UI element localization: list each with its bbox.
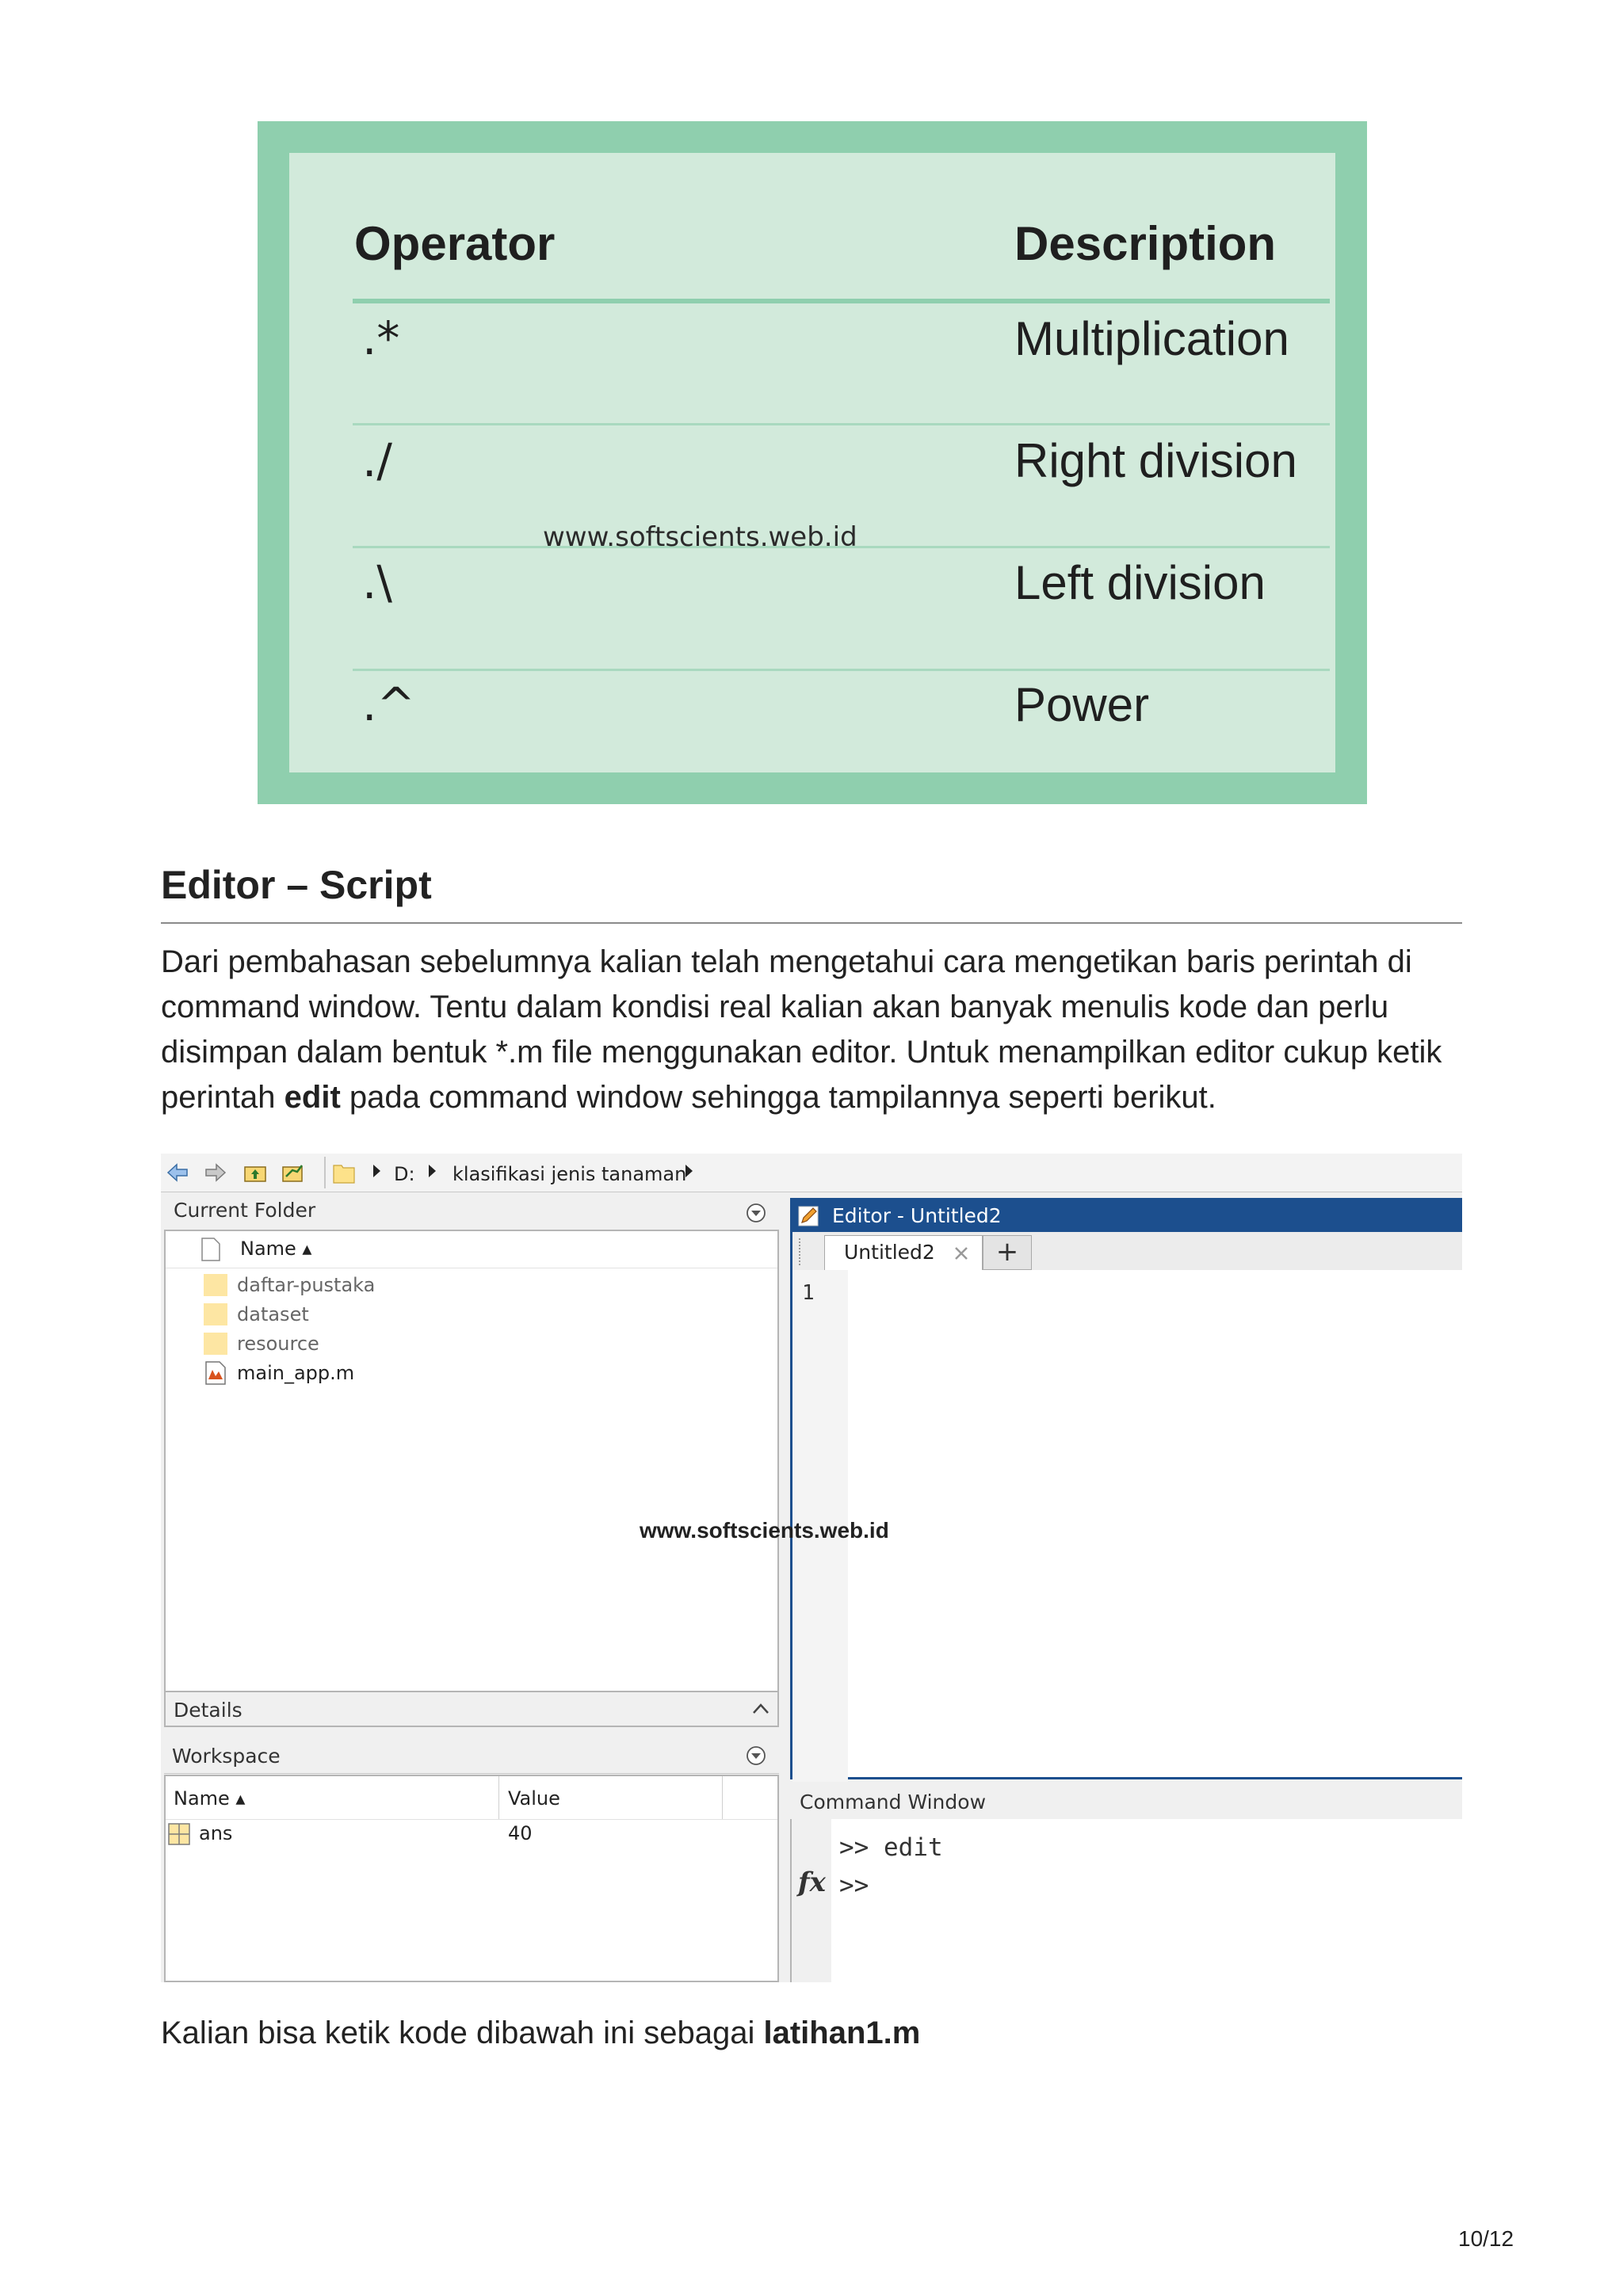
operator-cell: .\ [362,555,392,609]
workspace-row[interactable] [166,1821,777,1849]
command-window-header [790,1786,1462,1820]
row-divider [353,669,1330,671]
matlab-screenshot [161,1154,1462,1982]
operator-table-image [258,121,1367,804]
paragraph-bold-command: edit [284,1080,341,1115]
folder-icon [204,1274,227,1296]
variable-value: 40 [508,1822,533,1844]
column-divider [722,1776,723,1819]
command-prompt[interactable]: >> [839,1871,869,1900]
operator-cell: .* [362,311,400,365]
command-window-title: Command Window [800,1791,987,1814]
path-arrow-icon [685,1165,693,1177]
editor-window [790,1198,1462,1779]
name-column-header[interactable]: Name ▴ [174,1787,246,1810]
header-divider [353,299,1330,303]
workspace-table [164,1775,779,1982]
line-number: 1 [802,1281,815,1305]
folder-icon [204,1303,227,1325]
column-header [166,1231,777,1268]
panel-actions-icon[interactable] [746,1745,766,1766]
command-history-line: >> edit [839,1833,943,1862]
operator-header: Operator [354,217,556,270]
description-cell: Right division [1014,434,1297,487]
column-divider [498,1776,499,1819]
value-column-header[interactable]: Value [508,1787,560,1810]
current-folder-list [164,1230,779,1692]
workspace-title: Workspace [172,1745,281,1768]
operator-table-inner [289,153,1335,772]
section-heading: Editor – Script [161,863,432,907]
editor-title-bar [792,1200,1462,1232]
path-segment[interactable]: D: [394,1163,415,1185]
folder-name: daftar-pustaka [237,1274,376,1296]
description-cell: Left division [1014,556,1266,609]
up-folder-icon[interactable] [243,1161,267,1184]
variable-name: ans [199,1822,233,1844]
watermark: www.softscients.web.id [543,521,857,553]
chevron-up-icon[interactable] [752,1702,769,1716]
editor-pencil-icon [797,1205,819,1227]
forward-arrow-icon[interactable] [204,1161,227,1184]
code-area[interactable] [848,1270,1462,1777]
variable-grid-icon [167,1822,191,1846]
tab-untitled2[interactable] [824,1235,983,1270]
folder-name: resource [237,1333,319,1355]
operator-cell: .^ [362,677,416,731]
workspace-header [164,1740,779,1774]
page-number: 10/12 [1458,2226,1514,2251]
paragraph-text: pada command window sehingga tampilannya seperti berikut. [340,1080,1216,1115]
heading-divider [161,922,1462,924]
path-arrow-icon [373,1165,380,1177]
grip-handle[interactable] [799,1238,805,1265]
tab-label: Untitled2 [844,1241,935,1264]
toolbar-separator [324,1157,326,1188]
back-arrow-icon[interactable] [166,1161,189,1184]
intro-paragraph [161,940,1476,1120]
description-cell: Multiplication [1014,312,1289,365]
path-arrow-icon [429,1165,436,1177]
details-title: Details [174,1699,242,1722]
watermark: www.softscients.web.id [640,1518,889,1543]
closing-paragraph [161,2016,920,2051]
browse-folder-icon[interactable] [281,1161,305,1184]
row-divider [353,423,1330,425]
function-browser-icon[interactable]: fx [798,1867,826,1898]
paragraph-text: Kalian bisa ketik kode dibawah ini sebagai [161,2016,764,2050]
file-column-icon [200,1238,221,1261]
folder-icon [204,1333,227,1355]
command-window[interactable] [790,1819,1462,1982]
workspace-column-header [166,1776,777,1820]
m-file-icon [204,1360,227,1386]
file-name: main_app.m [237,1362,355,1384]
folder-name: dataset [237,1303,309,1325]
description-header: Description [1014,217,1277,270]
operator-cell: ./ [362,433,392,487]
path-segment[interactable]: klasifikasi jenis tanaman [453,1163,687,1185]
editor-tab-strip [792,1232,1462,1271]
add-tab-button[interactable]: + [983,1235,1032,1270]
paragraph-text: Dari pembahasan sebelumnya kalian telah mengetahui cara mengetikan baris perintah di command window. Tentu dalam kondisi real kalian akan banyak menulis kode dan perlu disimpan dalam bentuk *.m file menggunakan editor. Untuk menampilkan editor cukup ketik perintah [161,944,1442,1115]
address-toolbar [161,1154,1462,1192]
name-column-header[interactable]: Name ▴ [240,1238,312,1260]
command-gutter [792,1819,831,1982]
close-icon[interactable] [953,1245,969,1261]
editor-title: Editor - Untitled2 [832,1204,1002,1227]
description-cell: Power [1014,678,1150,731]
filename-bold: latihan1.m [763,2016,921,2050]
panel-actions-icon[interactable] [746,1203,766,1223]
details-panel[interactable] [164,1692,779,1727]
current-folder-title: Current Folder [174,1199,316,1222]
folder-icon [332,1161,356,1184]
